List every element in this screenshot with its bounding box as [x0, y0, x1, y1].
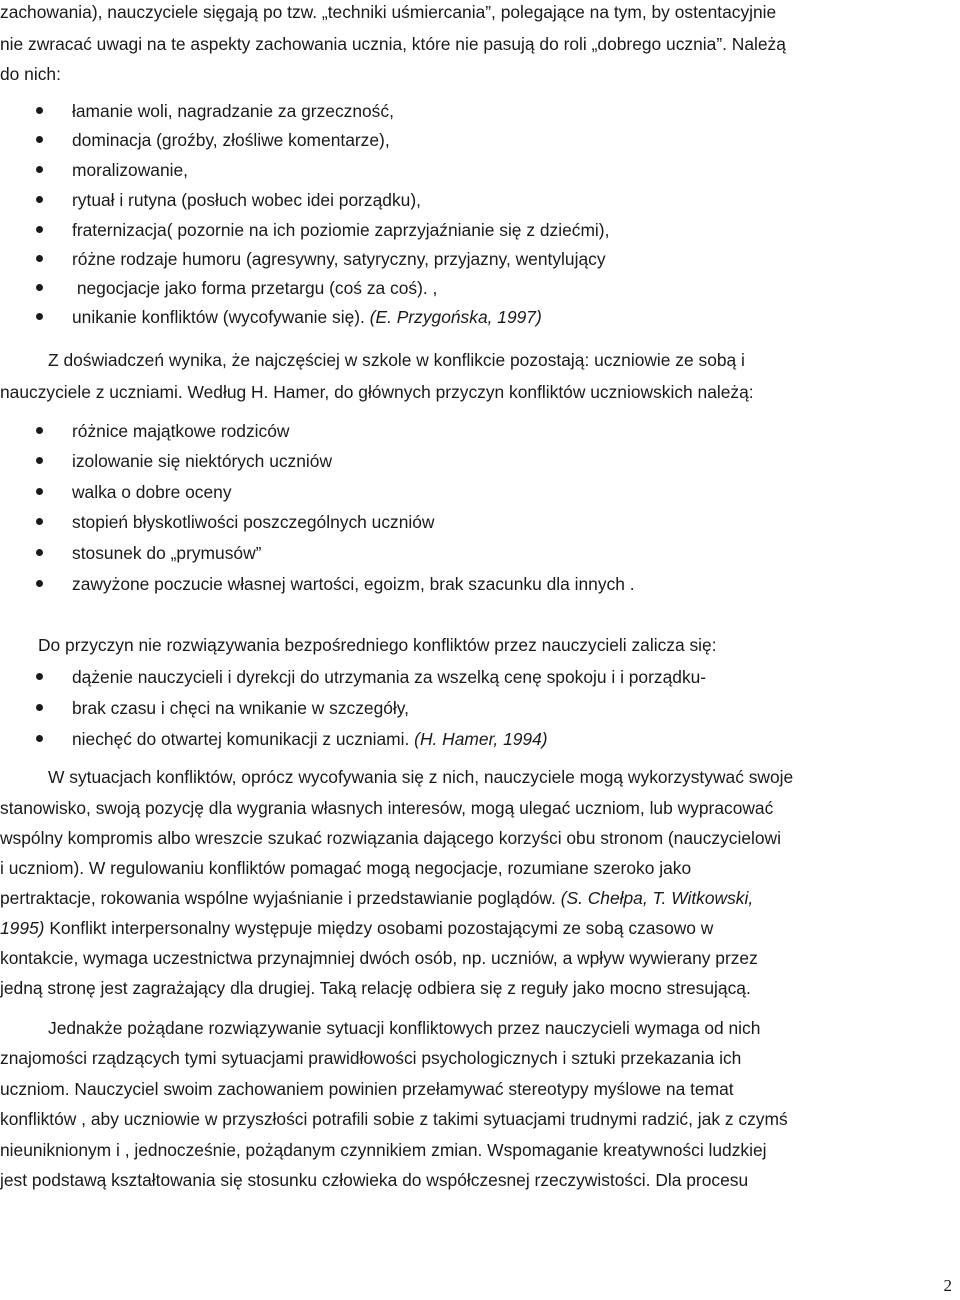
paragraph-line: W sytuacjach konfliktów, oprócz wycofywania się z nich, nauczyciele mogą wykorzystywać swoje: [48, 767, 794, 787]
paragraph-line: konfliktów , aby uczniowie w przyszłości potrafili sobie z takimi sytuacjami trudnymi radzić, jak z czymś: [0, 1109, 788, 1129]
bullet-icon: [36, 488, 43, 495]
citation: 1995): [0, 918, 45, 938]
paragraph-text: Konflikt interpersonalny występuje między osobami pozostającymi ze sobą czasowo w: [44, 918, 714, 938]
paragraph-line: znajomości rządzących tymi sytuacjami prawidłowości psychologicznych i sztuki przekazania ich: [0, 1048, 742, 1068]
list-item: izolowanie się niektórych uczniów: [72, 451, 333, 471]
bullet-icon: [36, 735, 43, 742]
list-item: [72, 729, 548, 749]
bullet-icon: [36, 427, 43, 434]
list-item: łamanie woli, nagradzanie za grzeczność,: [72, 101, 394, 121]
list-item: negocjacje jako forma przetargu (coś za coś). ,: [72, 278, 438, 298]
paragraph-line: nieuniknionym i , jednocześnie, pożądanym czynnikiem zmian. Wspomaganie kreatywności ludzkiej: [0, 1140, 767, 1160]
bullet-icon: [36, 457, 43, 464]
paragraph-line: [0, 888, 753, 908]
list-item: stosunek do „prymusów”: [72, 543, 262, 563]
bullet-icon: [36, 196, 43, 203]
citation: (H. Hamer, 1994): [414, 729, 548, 749]
list-item: [72, 307, 542, 327]
paragraph-line: uczniom. Nauczyciel swoim zachowaniem powinien przełamywać stereotypy myślowe na temat: [0, 1079, 734, 1099]
citation: (S. Chełpa, T. Witkowski,: [560, 888, 754, 908]
list-item: różnice majątkowe rodziców: [72, 421, 290, 441]
paragraph-line: jest podstawą kształtowania się stosunku człowieka do współczesnej rzeczywistości. Dla procesu: [0, 1170, 749, 1190]
paragraph-line: zachowania), nauczyciele sięgają po tzw. „techniki uśmiercania”, polegające na tym, by ostentacyjnie: [0, 2, 777, 22]
bullet-icon: [36, 284, 43, 291]
paragraph-line: Do przyczyn nie rozwiązywania bezpośredniego konfliktów przez nauczycieli zalicza się:: [38, 635, 717, 655]
list-item: zawyżone poczucie własnej wartości, egoizm, brak szacunku dla innych .: [72, 574, 635, 594]
bullet-icon: [36, 255, 43, 262]
bullet-icon: [36, 549, 43, 556]
bullet-icon: [36, 166, 43, 173]
citation: (E. Przygońska, 1997): [369, 307, 542, 327]
list-item: fraternizacja( pozornie na ich poziomie zaprzyjaźnianie się z dziećmi),: [72, 220, 610, 240]
list-item: dominacja (groźby, złośliwe komentarze),: [72, 130, 390, 150]
page-number: 2: [943, 1276, 952, 1295]
list-item: różne rodzaje humoru (agresywny, satyryczny, przyjazny, wentylujący: [72, 249, 606, 269]
bullet-icon: [36, 673, 43, 680]
paragraph-text: pertraktacje, rokowania wspólne wyjaśnianie i przedstawianie poglądów.: [0, 888, 561, 908]
bullet-icon: [36, 226, 43, 233]
list-item: rytuał i rutyna (posłuch wobec idei porządku),: [72, 190, 421, 210]
bullet-icon: [36, 136, 43, 143]
paragraph-line: Jednakże pożądane rozwiązywanie sytuacji konfliktowych przez nauczycieli wymaga od nich: [48, 1018, 761, 1038]
list-item: dążenie nauczycieli i dyrekcji do utrzymania za wszelką cenę spokoju i i porządku-: [72, 667, 707, 687]
list-item-text: niechęć do otwartej komunikacji z uczniami.: [72, 729, 415, 749]
list-item-text: unikanie konfliktów (wycofywanie się).: [72, 307, 370, 327]
paragraph-line: [0, 918, 713, 938]
bullet-icon: [36, 580, 43, 587]
bullet-icon: [36, 313, 43, 320]
paragraph-line: do nich:: [0, 64, 61, 84]
paragraph-line: kontakcie, wymaga uczestnictwa przynajmniej dwóch osób, np. uczniów, a wpływ wywierany przez: [0, 948, 758, 968]
list-item: brak czasu i chęci na wnikanie w szczegóły,: [72, 698, 410, 718]
bullet-icon: [36, 518, 43, 525]
paragraph-line: jedną stronę jest zagrażający dla drugiej. Taką relację odbiera się z reguły jako mocno stresującą.: [0, 978, 751, 998]
paragraph-line: Z doświadczeń wynika, że najczęściej w szkole w konflikcie pozostają: uczniowie ze sobą i: [48, 350, 745, 370]
list-item: stopień błyskotliwości poszczególnych uczniów: [72, 512, 435, 532]
paragraph-line: nie zwracać uwagi na te aspekty zachowania ucznia, które nie pasują do roli „dobrego ucznia”. Należą: [0, 34, 786, 54]
paragraph-line: wspólny kompromis albo wreszcie szukać rozwiązania dającego korzyści obu stronom (nauczycielowi: [0, 828, 781, 848]
paragraph-line: nauczyciele z uczniami. Według H. Hamer, do głównych przyczyn konfliktów uczniowskich należą:: [0, 382, 754, 402]
list-item: moralizowanie,: [72, 160, 188, 180]
bullet-icon: [36, 107, 43, 114]
bullet-icon: [36, 704, 43, 711]
paragraph-line: stanowisko, swoją pozycję dla wygrania własnych interesów, mogą ulegać uczniom, lub wypracować: [0, 798, 774, 818]
list-item: walka o dobre oceny: [72, 482, 232, 502]
paragraph-line: i uczniom). W regulowaniu konfliktów pomagać mogą negocjacje, rozumiane szeroko jako: [0, 858, 692, 878]
